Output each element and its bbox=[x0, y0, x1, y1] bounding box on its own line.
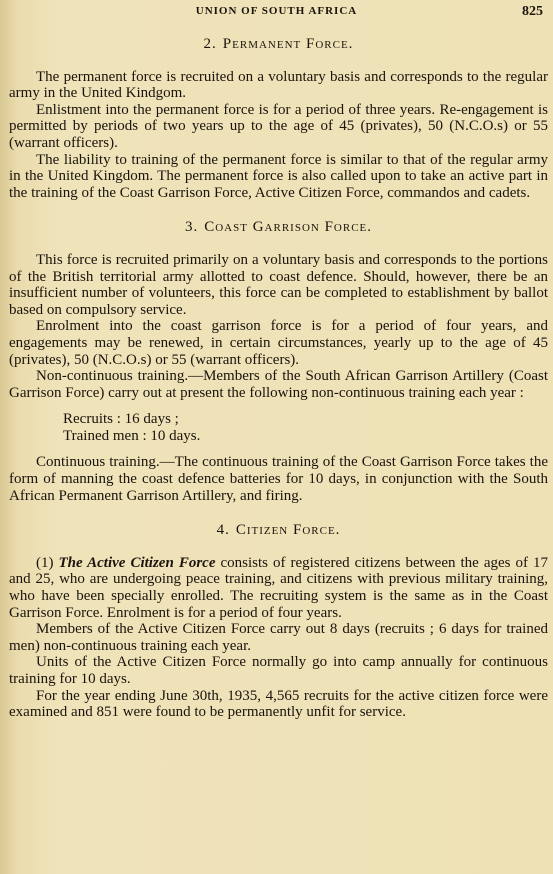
section-number: 3. bbox=[184, 219, 199, 236]
paragraph: The permanent force is recruited on a voluntary basis and corresponds to the regular army in the United Kindgom. bbox=[9, 68, 548, 102]
list-item: Trained men : 10 days. bbox=[63, 427, 201, 444]
section-title: Permanent Force. bbox=[222, 36, 354, 52]
paragraph: This force is recruited primarily on a voluntary basis and corresponds to the portions of the British territorial army allotted to coast defence. Should, however, there be an insufficient number of volunteers, this force can be completed to establishment by ballot based on compulsory service. bbox=[9, 251, 548, 318]
paragraph: For the year ending June 30th, 1935, 4,565 recruits for the active citizen force were examined and 851 were found to be permanently unfit for service. bbox=[9, 687, 548, 721]
paragraph: Non-continuous training.—Members of the South African Garrison Artillery (Coast Garrison Force) carry out at present the following non-continuous training each year : bbox=[9, 368, 548, 401]
section-heading-citizen-force bbox=[9, 522, 548, 539]
paragraph bbox=[9, 555, 548, 621]
section-title: Citizen Force. bbox=[235, 522, 341, 539]
document-body bbox=[9, 36, 548, 721]
training-list bbox=[63, 411, 548, 444]
paragraph: The liability to training of the permanent force is similar to that of the regular army in the United Kingdom. The permanent force is also called upon to take an active part in the training of the Coast Garrison Force, Active Citizen Force, commandos and cadets. bbox=[9, 151, 548, 201]
section-title: Coast Garrison Force. bbox=[204, 219, 373, 236]
paragraph: Enlistment into the permanent force is for a period of three years. Re-engagement is permitted by periods of two years up to the age of 45 (privates), 50 (N.C.O.s) or 55 (warrant officers). bbox=[9, 101, 548, 151]
section-number: 4. bbox=[216, 522, 230, 539]
emphasis-term: The Active Citizen Force bbox=[58, 554, 216, 571]
section-number: 2. bbox=[203, 36, 217, 52]
page-number: 825 bbox=[522, 4, 543, 19]
running-header bbox=[0, 4, 553, 22]
paragraph: Units of the Active Citizen Force normally go into camp annually for continuous training for 10 days. bbox=[9, 654, 548, 687]
list-item: Recruits : 16 days ; bbox=[63, 411, 179, 428]
paragraph: Members of the Active Citizen Force carry out 8 days (recruits ; 6 days for trained men) non-continuous training each year. bbox=[9, 621, 548, 654]
section-heading-coast-garrison-force bbox=[9, 219, 548, 236]
list-marker: (1) bbox=[36, 554, 59, 571]
running-title: UNION OF SOUTH AFRICA bbox=[195, 5, 358, 17]
paragraph: Enrolment into the coast garrison force is for a period of four years, and engagements may be renewed, in certain circumstances, yearly up to the age of 45 (privates), 50 (N.C.O.s) or 55 (warrant officers). bbox=[9, 318, 548, 368]
paragraph: Continuous training.—The continuous training of the Coast Garrison Force takes the form of manning the coast defence batteries for 10 days, in conjunction with the South African Permanent Garrison Artillery, and firing. bbox=[9, 454, 548, 504]
section-heading-permanent-force bbox=[9, 36, 548, 53]
paragraph-text: consists of registered citizens between the ages of 17 and 25, who are undergoing peace training, and citizens with previous military training, who have been specially enrolled. The recruiting system is the same as in the Coast Garrison Force. Enrolment is for a period of four years. bbox=[9, 554, 548, 621]
